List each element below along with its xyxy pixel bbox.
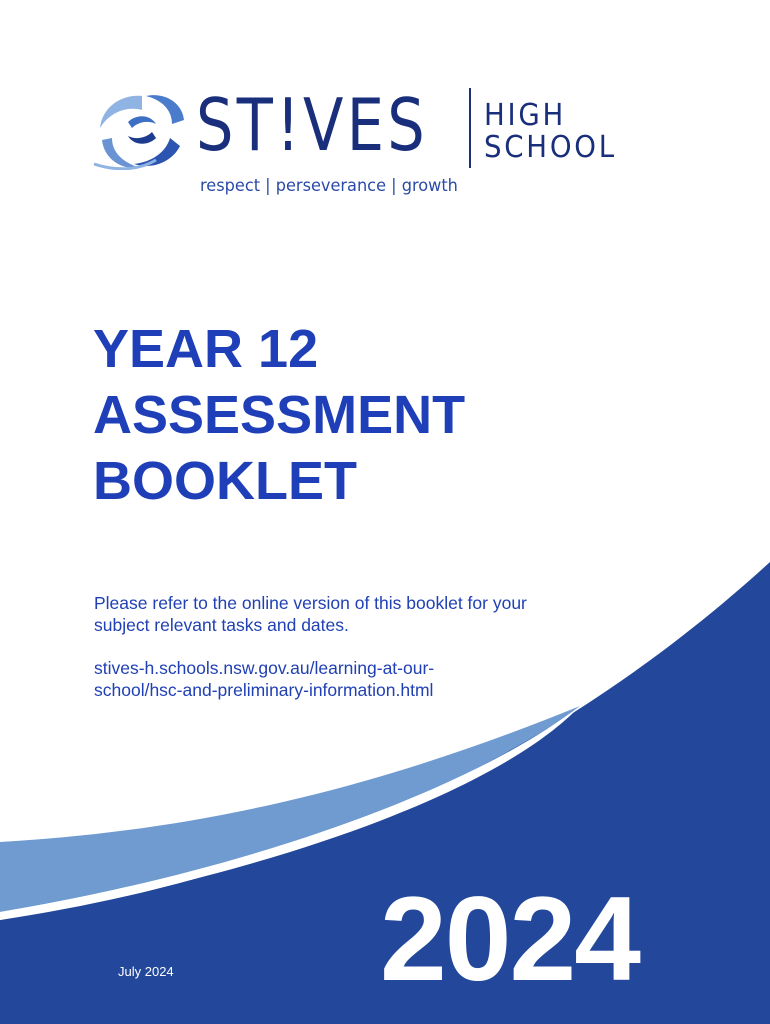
title-line3: BOOKLET [93, 451, 357, 511]
school-logo [92, 83, 632, 202]
url-line1: stives-h.schools.nsw.gov.au/learning-at-our- [94, 658, 435, 678]
url-line2: school/hsc-and-preliminary-information.html [94, 680, 434, 700]
school-label [484, 100, 617, 164]
school-label-line2: SCHOOL [484, 130, 617, 165]
school-label-line1: HIGH [484, 98, 567, 133]
school-tagline: respect | perseverance | growth [200, 176, 458, 196]
logo-divider [469, 88, 471, 168]
swirl-logo-icon [92, 90, 192, 170]
title-line1: YEAR 12 [93, 319, 319, 379]
brand-name: ST!VES [196, 83, 429, 167]
booklet-url[interactable] [94, 657, 524, 701]
year-label: 2024 [380, 872, 639, 1006]
booklet-title [93, 316, 465, 514]
publication-date: July 2024 [118, 964, 174, 979]
title-line2: ASSESSMENT [93, 385, 466, 445]
online-version-notice: Please refer to the online version of this booklet for your subject relevant tasks and dates. [94, 593, 527, 635]
